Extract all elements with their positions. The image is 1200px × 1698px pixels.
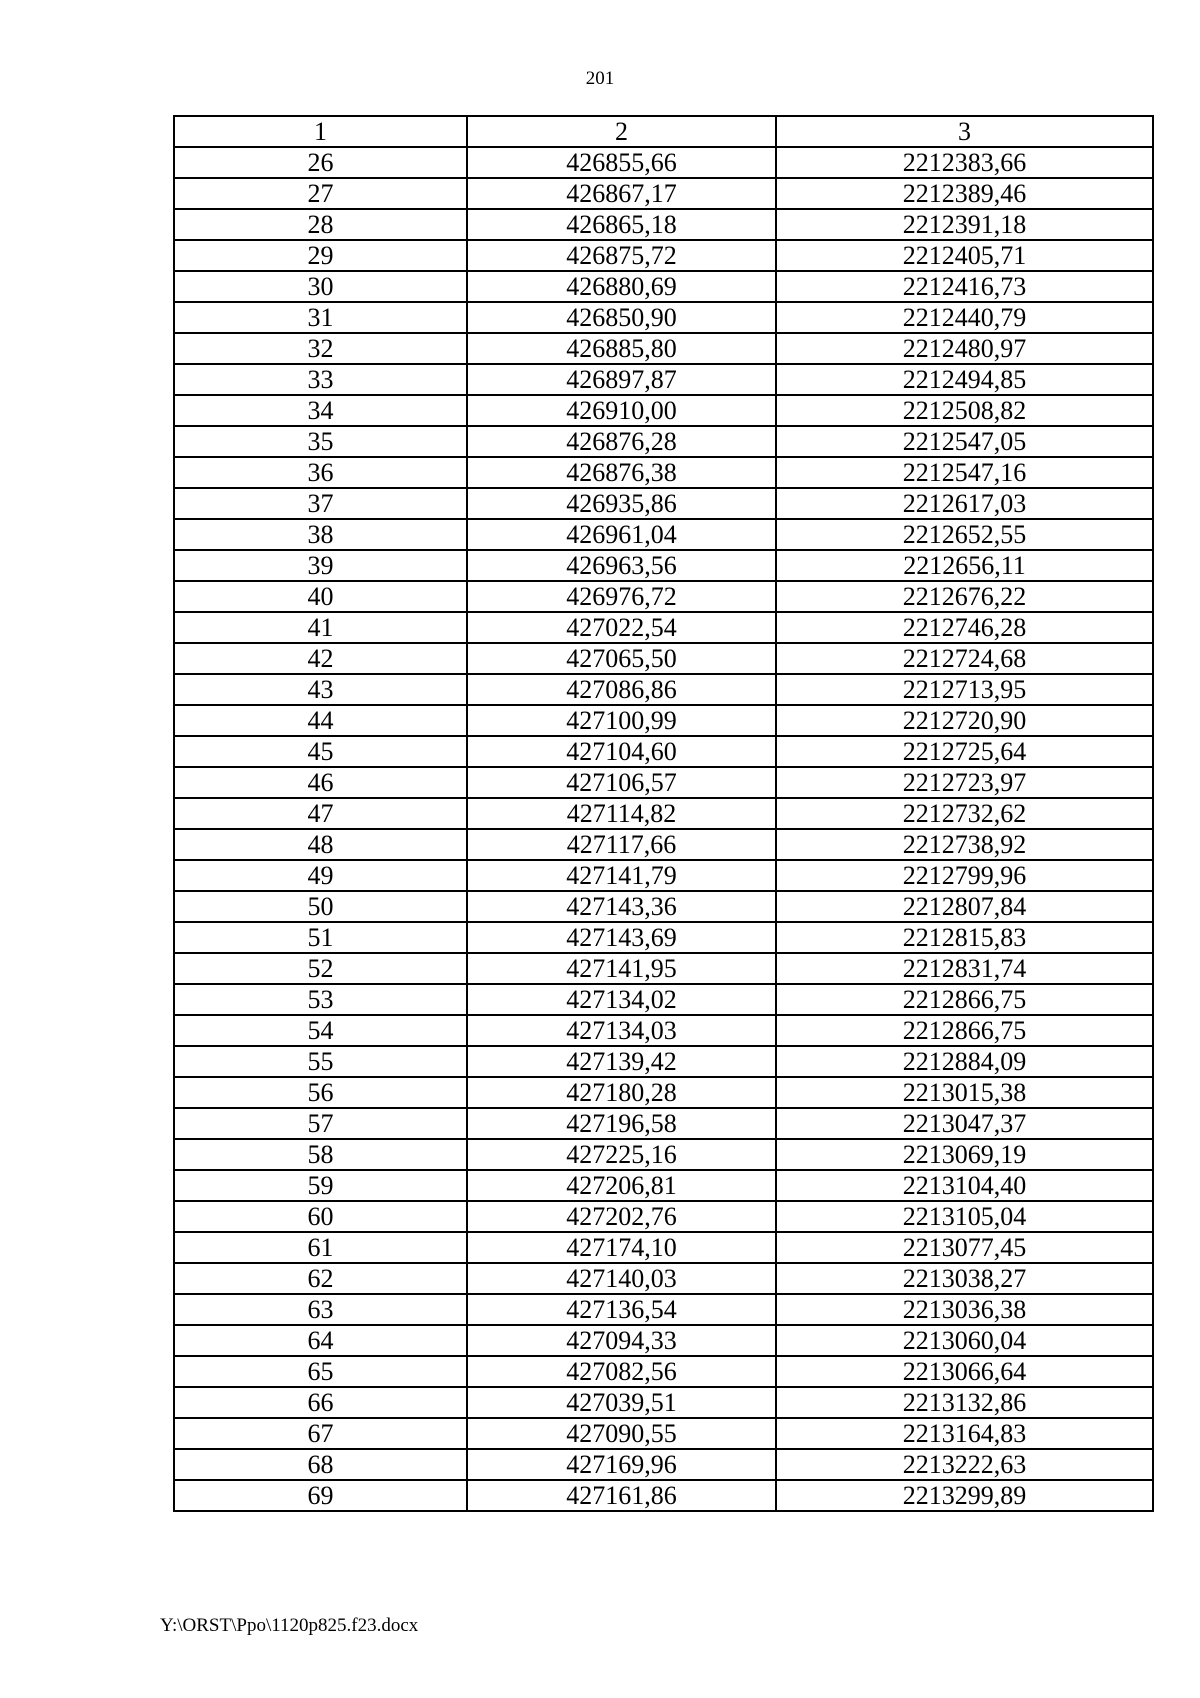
- y-coordinate-cell: 2213047,37: [776, 1108, 1153, 1139]
- y-coordinate-cell: 2213069,19: [776, 1139, 1153, 1170]
- point-number-cell: 53: [174, 984, 467, 1015]
- point-number-cell: 68: [174, 1449, 467, 1480]
- point-number-cell: 60: [174, 1201, 467, 1232]
- x-coordinate-cell: 426876,28: [467, 426, 776, 457]
- y-coordinate-cell: 2212815,83: [776, 922, 1153, 953]
- point-number-cell: 33: [174, 364, 467, 395]
- table-row: [174, 209, 1153, 240]
- x-coordinate-cell: 427140,03: [467, 1263, 776, 1294]
- table-row: [174, 1418, 1153, 1449]
- table-row: [174, 488, 1153, 519]
- table-row: [174, 1015, 1153, 1046]
- table-row: [174, 1046, 1153, 1077]
- point-number-cell: 67: [174, 1418, 467, 1449]
- point-number-cell: 47: [174, 798, 467, 829]
- table-row: [174, 674, 1153, 705]
- x-coordinate-cell: 427169,96: [467, 1449, 776, 1480]
- x-coordinate-cell: 426961,04: [467, 519, 776, 550]
- table-row: [174, 147, 1153, 178]
- x-coordinate-cell: 427161,86: [467, 1480, 776, 1511]
- point-number-cell: 45: [174, 736, 467, 767]
- x-coordinate-cell: 427143,36: [467, 891, 776, 922]
- table-row: [174, 1294, 1153, 1325]
- point-number-cell: 32: [174, 333, 467, 364]
- y-coordinate-cell: 2213038,27: [776, 1263, 1153, 1294]
- table-row: [174, 302, 1153, 333]
- point-number-cell: 34: [174, 395, 467, 426]
- x-coordinate-cell: 427094,33: [467, 1325, 776, 1356]
- y-coordinate-cell: 2212652,55: [776, 519, 1153, 550]
- x-coordinate-cell: 427136,54: [467, 1294, 776, 1325]
- table-row: [174, 1387, 1153, 1418]
- y-coordinate-cell: 2212732,62: [776, 798, 1153, 829]
- x-coordinate-cell: 427202,76: [467, 1201, 776, 1232]
- point-number-cell: 58: [174, 1139, 467, 1170]
- y-coordinate-cell: 2212725,64: [776, 736, 1153, 767]
- x-coordinate-cell: 426855,66: [467, 147, 776, 178]
- y-coordinate-cell: 2212440,79: [776, 302, 1153, 333]
- column-header-3: 3: [776, 116, 1153, 147]
- point-number-cell: 49: [174, 860, 467, 891]
- y-coordinate-cell: 2212383,66: [776, 147, 1153, 178]
- x-coordinate-cell: 427090,55: [467, 1418, 776, 1449]
- y-coordinate-cell: 2212884,09: [776, 1046, 1153, 1077]
- table-row: [174, 1170, 1153, 1201]
- point-number-cell: 46: [174, 767, 467, 798]
- table-row: [174, 953, 1153, 984]
- table-row: [174, 519, 1153, 550]
- point-number-cell: 52: [174, 953, 467, 984]
- y-coordinate-cell: 2213132,86: [776, 1387, 1153, 1418]
- x-coordinate-cell: 427086,86: [467, 674, 776, 705]
- point-number-cell: 62: [174, 1263, 467, 1294]
- point-number-cell: 63: [174, 1294, 467, 1325]
- table-row: [174, 1325, 1153, 1356]
- y-coordinate-cell: 2212480,97: [776, 333, 1153, 364]
- y-coordinate-cell: 2212391,18: [776, 209, 1153, 240]
- y-coordinate-cell: 2212723,97: [776, 767, 1153, 798]
- y-coordinate-cell: 2213104,40: [776, 1170, 1153, 1201]
- table-row: [174, 612, 1153, 643]
- y-coordinate-cell: 2212866,75: [776, 984, 1153, 1015]
- point-number-cell: 37: [174, 488, 467, 519]
- table-row: [174, 922, 1153, 953]
- table-row: [174, 240, 1153, 271]
- y-coordinate-cell: 2213066,64: [776, 1356, 1153, 1387]
- table-row: [174, 1263, 1153, 1294]
- table-row: [174, 457, 1153, 488]
- x-coordinate-cell: 426935,86: [467, 488, 776, 519]
- table-row: [174, 984, 1153, 1015]
- point-number-cell: 51: [174, 922, 467, 953]
- y-coordinate-cell: 2213077,45: [776, 1232, 1153, 1263]
- y-coordinate-cell: 2212494,85: [776, 364, 1153, 395]
- table-row: [174, 1232, 1153, 1263]
- y-coordinate-cell: 2212724,68: [776, 643, 1153, 674]
- x-coordinate-cell: 427196,58: [467, 1108, 776, 1139]
- table-row: [174, 581, 1153, 612]
- table-row: [174, 1449, 1153, 1480]
- table-row: [174, 1201, 1153, 1232]
- point-number-cell: 57: [174, 1108, 467, 1139]
- table-row: [174, 178, 1153, 209]
- y-coordinate-cell: 2213015,38: [776, 1077, 1153, 1108]
- y-coordinate-cell: 2212405,71: [776, 240, 1153, 271]
- point-number-cell: 42: [174, 643, 467, 674]
- x-coordinate-cell: 426963,56: [467, 550, 776, 581]
- y-coordinate-cell: 2213036,38: [776, 1294, 1153, 1325]
- point-number-cell: 61: [174, 1232, 467, 1263]
- x-coordinate-cell: 426880,69: [467, 271, 776, 302]
- table-row: [174, 860, 1153, 891]
- x-coordinate-cell: 427104,60: [467, 736, 776, 767]
- point-number-cell: 54: [174, 1015, 467, 1046]
- point-number-cell: 39: [174, 550, 467, 581]
- point-number-cell: 59: [174, 1170, 467, 1201]
- table-row: [174, 271, 1153, 302]
- table-row: [174, 550, 1153, 581]
- x-coordinate-cell: 426910,00: [467, 395, 776, 426]
- table-row: [174, 1077, 1153, 1108]
- x-coordinate-cell: 427039,51: [467, 1387, 776, 1418]
- table-row: [174, 829, 1153, 860]
- column-header-2: 2: [467, 116, 776, 147]
- y-coordinate-cell: 2212866,75: [776, 1015, 1153, 1046]
- y-coordinate-cell: 2212799,96: [776, 860, 1153, 891]
- y-coordinate-cell: 2212831,74: [776, 953, 1153, 984]
- point-number-cell: 69: [174, 1480, 467, 1511]
- point-number-cell: 43: [174, 674, 467, 705]
- x-coordinate-cell: 426850,90: [467, 302, 776, 333]
- x-coordinate-cell: 427225,16: [467, 1139, 776, 1170]
- table-row: [174, 767, 1153, 798]
- y-coordinate-cell: 2212746,28: [776, 612, 1153, 643]
- y-coordinate-cell: 2212547,16: [776, 457, 1153, 488]
- x-coordinate-cell: 427180,28: [467, 1077, 776, 1108]
- table-row: [174, 705, 1153, 736]
- x-coordinate-cell: 426867,17: [467, 178, 776, 209]
- y-coordinate-cell: 2212713,95: [776, 674, 1153, 705]
- table-row: [174, 798, 1153, 829]
- y-coordinate-cell: 2212738,92: [776, 829, 1153, 860]
- x-coordinate-cell: 427143,69: [467, 922, 776, 953]
- table-row: [174, 333, 1153, 364]
- y-coordinate-cell: 2212617,03: [776, 488, 1153, 519]
- point-number-cell: 30: [174, 271, 467, 302]
- x-coordinate-cell: 426897,87: [467, 364, 776, 395]
- y-coordinate-cell: 2213105,04: [776, 1201, 1153, 1232]
- table-row: [174, 1139, 1153, 1170]
- point-number-cell: 29: [174, 240, 467, 271]
- table-row: [174, 1108, 1153, 1139]
- point-number-cell: 41: [174, 612, 467, 643]
- y-coordinate-cell: 2212416,73: [776, 271, 1153, 302]
- point-number-cell: 64: [174, 1325, 467, 1356]
- page-number: 201: [585, 68, 615, 89]
- point-number-cell: 40: [174, 581, 467, 612]
- x-coordinate-cell: 427134,02: [467, 984, 776, 1015]
- point-number-cell: 28: [174, 209, 467, 240]
- x-coordinate-cell: 427117,66: [467, 829, 776, 860]
- x-coordinate-cell: 427065,50: [467, 643, 776, 674]
- y-coordinate-cell: 2212807,84: [776, 891, 1153, 922]
- point-number-cell: 48: [174, 829, 467, 860]
- y-coordinate-cell: 2212676,22: [776, 581, 1153, 612]
- point-number-cell: 26: [174, 147, 467, 178]
- footer-file-path: Y:\ORST\Ppo\1120p825.f23.docx: [160, 1615, 419, 1636]
- y-coordinate-cell: 2213164,83: [776, 1418, 1153, 1449]
- x-coordinate-cell: 427134,03: [467, 1015, 776, 1046]
- column-header-1: 1: [174, 116, 467, 147]
- x-coordinate-cell: 427141,79: [467, 860, 776, 891]
- y-coordinate-cell: 2212656,11: [776, 550, 1153, 581]
- x-coordinate-cell: 426865,18: [467, 209, 776, 240]
- y-coordinate-cell: 2213060,04: [776, 1325, 1153, 1356]
- x-coordinate-cell: 426885,80: [467, 333, 776, 364]
- table-row: [174, 643, 1153, 674]
- point-number-cell: 65: [174, 1356, 467, 1387]
- x-coordinate-cell: 426876,38: [467, 457, 776, 488]
- point-number-cell: 44: [174, 705, 467, 736]
- x-coordinate-cell: 427141,95: [467, 953, 776, 984]
- y-coordinate-cell: 2212508,82: [776, 395, 1153, 426]
- x-coordinate-cell: 427139,42: [467, 1046, 776, 1077]
- point-number-cell: 27: [174, 178, 467, 209]
- x-coordinate-cell: 427106,57: [467, 767, 776, 798]
- point-number-cell: 36: [174, 457, 467, 488]
- table-row: [174, 395, 1153, 426]
- table-row: [174, 891, 1153, 922]
- x-coordinate-cell: 426976,72: [467, 581, 776, 612]
- point-number-cell: 31: [174, 302, 467, 333]
- point-number-cell: 50: [174, 891, 467, 922]
- x-coordinate-cell: 427022,54: [467, 612, 776, 643]
- y-coordinate-cell: 2212389,46: [776, 178, 1153, 209]
- x-coordinate-cell: 427100,99: [467, 705, 776, 736]
- coordinates-table: [173, 115, 1154, 1512]
- table-row: [174, 426, 1153, 457]
- point-number-cell: 56: [174, 1077, 467, 1108]
- point-number-cell: 66: [174, 1387, 467, 1418]
- point-number-cell: 55: [174, 1046, 467, 1077]
- x-coordinate-cell: 426875,72: [467, 240, 776, 271]
- y-coordinate-cell: 2212720,90: [776, 705, 1153, 736]
- x-coordinate-cell: 427114,82: [467, 798, 776, 829]
- point-number-cell: 38: [174, 519, 467, 550]
- table-row: [174, 364, 1153, 395]
- table-row: [174, 736, 1153, 767]
- table-row: [174, 1356, 1153, 1387]
- x-coordinate-cell: 427174,10: [467, 1232, 776, 1263]
- table-header-row: [174, 116, 1153, 147]
- y-coordinate-cell: 2212547,05: [776, 426, 1153, 457]
- x-coordinate-cell: 427082,56: [467, 1356, 776, 1387]
- x-coordinate-cell: 427206,81: [467, 1170, 776, 1201]
- y-coordinate-cell: 2213222,63: [776, 1449, 1153, 1480]
- table-row: [174, 1480, 1153, 1511]
- point-number-cell: 35: [174, 426, 467, 457]
- y-coordinate-cell: 2213299,89: [776, 1480, 1153, 1511]
